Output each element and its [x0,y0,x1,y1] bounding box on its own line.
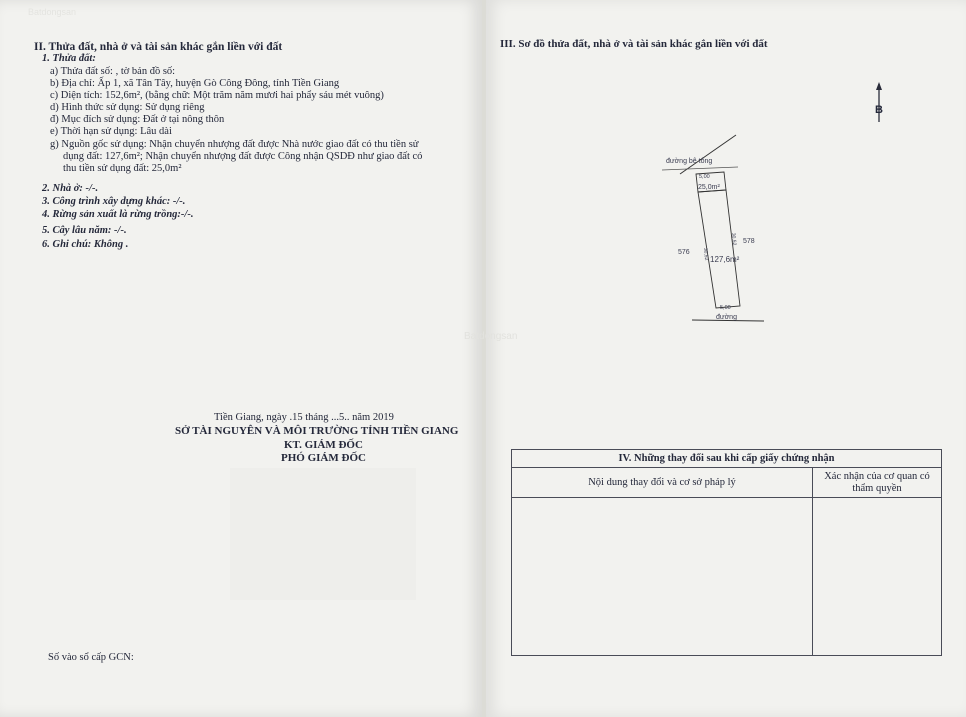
section-ii-title: II. Thửa đất, nhà ở và tài sản khác gắn liền với đất [34,41,283,53]
line-g3: thu tiền sử dụng đất: 25,0m² [63,163,182,174]
column-header-confirm: Xác nhận của cơ quan có thẩm quyền [813,468,942,498]
line-g2: dụng đất: 127,6m²; Nhận chuyển nhượng đất được Công nhận QSDĐ như giao đất có [63,151,423,162]
watermark-top-left: Batdongsan [28,7,77,17]
area-main-label: 127,6m² [710,255,740,264]
line-e: e) Thời hạn sử dụng: Lâu dài [50,126,172,137]
parcel-diagram [640,130,810,330]
section-iii-title: III. Sơ đồ thửa đất, nhà ở và tài sản khác gắn liền với đất [500,38,768,50]
changes-table [511,449,942,656]
changes-content-cell [512,498,813,656]
column-header-content: Nội dung thay đổi và cơ sở pháp lý [512,468,813,498]
line-d: d) Hình thức sử dụng: Sử dụng riêng [50,102,205,113]
left-parcel-label: 576 [678,249,690,256]
signer-title-1: KT. GIÁM ĐỐC [284,439,363,451]
north-label: B [875,104,883,116]
side-left-label: 30,52 [702,247,710,261]
thua-dat-heading: 1. Thửa đất: [42,53,96,64]
road-bottom-label: đường [716,314,737,321]
watermark-center: Batdongsan [464,331,518,342]
item-2: 2. Nhà ở: -/-. [42,183,99,194]
line-a: a) Thửa đất số: , tờ bản đồ số: [50,66,176,77]
area-small-label: 25,0m² [698,184,720,191]
left-page [0,0,482,717]
side-right-label: 30,52 [730,232,738,246]
redacted-signature-area [230,468,416,600]
line-c: c) Diện tích: 152,6m², (bằng chữ: Một trăm năm mươi hai phẩy sáu mét vuông) [50,90,384,101]
right-parcel-label: 578 [743,238,755,245]
item-5: 5. Cây lâu năm: -/-. [42,225,127,236]
agency-name: SỞ TÀI NGUYÊN VÀ MÔI TRƯỜNG TỈNH TIỀN GIANG [175,425,459,437]
item-6: 6. Ghi chú: Không . [42,239,129,250]
line-g1: g) Nguồn gốc sử dụng: Nhận chuyển nhượng đất được Nhà nước giao đất có thu tiền sử [50,139,419,150]
width-bottom-label: 5,00 [720,305,731,311]
changes-table-title: IV. Những thay đổi sau khi cấp giấy chứng nhận [512,450,942,468]
road-top-label: đường bê tông [666,158,713,165]
signer-title-2: PHÓ GIÁM ĐỐC [281,452,366,464]
north-arrow-icon [872,82,886,124]
width-top-label: 5,00 [699,174,710,180]
line-dd: đ) Mục đích sử dụng: Đất ở tại nông thôn [50,114,225,125]
changes-confirm-cell [813,498,942,656]
item-4: 4. Rừng sản xuất là rừng trồng:-/-. [42,209,194,220]
item-3: 3. Công trình xây dựng khác: -/-. [42,196,186,207]
register-number-label: Số vào sổ cấp GCN: [48,652,134,663]
date-line: Tiền Giang, ngày .15 tháng ...5.. năm 2019 [214,412,394,423]
line-b: b) Địa chỉ: Ấp 1, xã Tân Tây, huyện Gò Công Đông, tỉnh Tiền Giang [50,78,340,89]
